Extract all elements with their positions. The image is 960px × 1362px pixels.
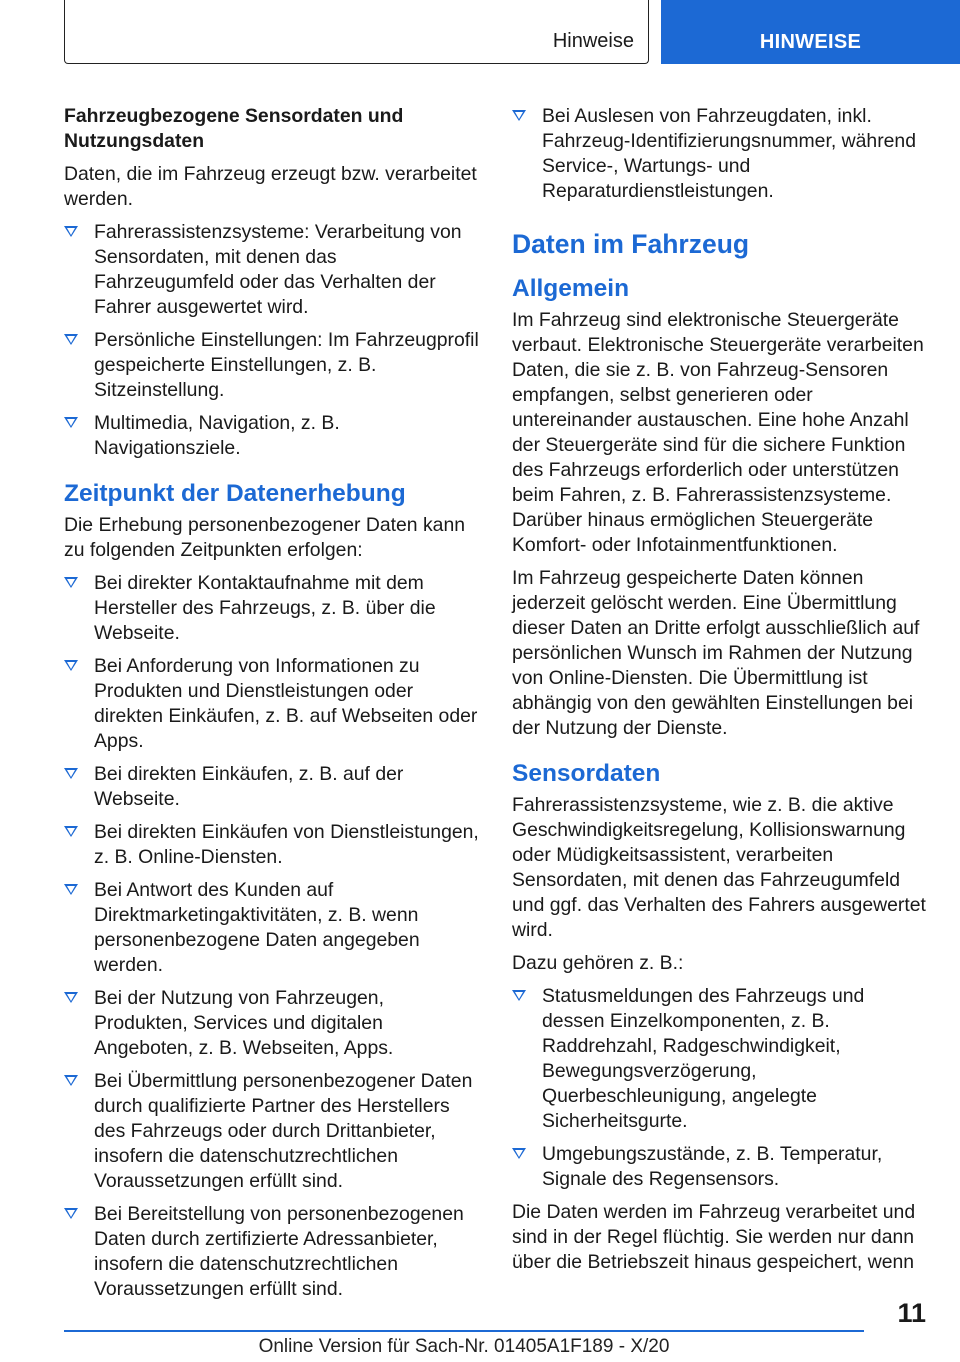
footer-divider (64, 1330, 864, 1332)
triangle-bullet-icon (512, 110, 526, 121)
triangle-bullet-icon (64, 1075, 78, 1086)
chapter-heading-data-in-vehicle: Daten im Fahrzeug (512, 229, 750, 259)
paragraph: Im Fahrzeug gespeicherte Daten können jederzeit gelöscht werden. Eine Übermittlung dieser Daten an Dritte erfolgt ausschließlich auf persönlichen Wunsch im Rahmen der Nutzung von Online-Diensten. Die Übermittlung ist abhängig von den gewählten Einstellungen bei der Nutzung der Dienste. (512, 567, 920, 739)
triangle-bullet-icon (64, 1208, 78, 1219)
triangle-bullet-icon (64, 660, 78, 671)
list-item: Bei Übermittlung personenbezogener Daten durch qualifizierte Partner des Herstellers des Fahrzeugs oder durch Drittanbieter, insofern die datenschutzrechtlichen Voraussetzungen erfüllt sind. (64, 1069, 479, 1194)
triangle-bullet-icon (64, 826, 78, 837)
triangle-bullet-icon (512, 990, 526, 1001)
paragraph: Die Erhebung personenbezogener Daten kann zu folgenden Zeitpunkten erfolgen: (64, 514, 466, 561)
bullet-list (512, 984, 927, 1192)
paragraph: Die Daten werden im Fahrzeug verarbeitet und sind in der Regel flüchtig. Sie werden nur dann über die Betriebszeit hinaus gespeichert, wenn (512, 1201, 916, 1273)
right-column (512, 104, 927, 1283)
left-column (64, 104, 479, 1310)
heading-data-collection-time: Zeitpunkt der Datenerhebung (64, 480, 406, 507)
list-item: Statusmeldungen des Fahrzeugs und dessen Einzelkomponenten, z. B. Raddrehzahl, Radgeschwindigkeit, Bewegungsverzögerung, Querbeschleunigung, angelegte Sicherheitsgurte. (512, 984, 927, 1134)
triangle-bullet-icon (64, 334, 78, 345)
section-title: Hinweise (552, 30, 634, 52)
triangle-bullet-icon (64, 417, 78, 428)
page-number: 11 (897, 1298, 926, 1328)
subheading-sensor-usage-data: Fahrzeugbezogene Sensordaten und Nutzungsdaten (64, 105, 404, 152)
triangle-bullet-icon (64, 768, 78, 779)
heading-sensor-data: Sensordaten (512, 760, 661, 787)
list-item: Bei direkten Einkäufen von Dienstleistungen, z. B. Online-Diensten. (64, 820, 479, 870)
triangle-bullet-icon (64, 577, 78, 588)
paragraph: Im Fahrzeug sind elektronische Steuergeräte verbaut. Elektronische Steuergeräte verarbeiten Daten, die sie z. B. von Fahrzeug-Sensoren empfangen, selbst generieren oder untereinander austauschen. Eine hohe Anzahl der Steuergeräte sind für die sichere Funktion des Fahrzeugs erforderlich oder unterstützen beim Fahren, z. B. Fahrerassistenzsysteme. Darüber hinaus ermöglichen Steuergeräte Komfort- oder Infotainmentfunktionen. (512, 309, 924, 556)
triangle-bullet-icon (64, 992, 78, 1003)
list-item: Bei direkten Einkäufen, z. B. auf der Webseite. (64, 762, 479, 812)
paragraph: Dazu gehören z. B.: (512, 952, 684, 974)
header-frame (64, 0, 649, 64)
list-item: Bei Antwort des Kunden auf Direktmarketingaktivitäten, z. B. wenn personenbezogene Daten angegeben werden. (64, 878, 479, 978)
list-item: Fahrerassistenzsysteme: Verarbeitung von Sensordaten, mit denen das Fahrzeugumfeld oder das Verhalten der Fahrer ausgewertet wird. (64, 220, 479, 320)
list-item: Bei Bereitstellung von personenbezogenen Daten durch zertifizierte Adressanbieter, insofern die datenschutzrechtlichen Voraussetzungen erfüllt sind. (64, 1202, 479, 1302)
list-item: Umgebungszustände, z. B. Temperatur, Signale des Regensensors. (512, 1142, 927, 1192)
list-item: Bei Auslesen von Fahrzeugdaten, inkl. Fahrzeug-Identifizierungsnummer, während Service-, Wartungs- und Reparaturdienstleistungen. (512, 104, 927, 204)
list-item: Bei Anforderung von Informationen zu Produkten und Dienstleistungen oder direkten Einkäufen, z. B. auf Webseiten oder Apps. (64, 654, 479, 754)
bullet-list-continued (512, 104, 927, 204)
list-item: Persönliche Einstellungen: Im Fahrzeugprofil gespeicherte Einstellungen, z. B. Sitzeinstellung. (64, 328, 479, 403)
triangle-bullet-icon (512, 1148, 526, 1159)
list-item: Bei der Nutzung von Fahrzeugen, Produkten, Services und digitalen Angeboten, z. B. Webseiten, Apps. (64, 986, 479, 1061)
bullet-list (64, 220, 479, 461)
bullet-list (64, 571, 479, 1302)
paragraph: Fahrerassistenzsysteme, wie z. B. die aktive Geschwindigkeitsregelung, Kollisionswarnung oder Müdigkeitsassistent, verarbeiten Sensordaten, mit denen das Fahrzeugumfeld und ggf. das Verhalten des Fahrers ausgewertet wird. (512, 794, 926, 941)
footer-online-version: Online Version für Sach-Nr. 01405A1F189 - X/20 (258, 1336, 670, 1357)
triangle-bullet-icon (64, 884, 78, 895)
paragraph: Daten, die im Fahrzeug erzeugt bzw. verarbeitet werden. (64, 163, 477, 210)
list-item: Bei direkter Kontaktaufnahme mit dem Hersteller des Fahrzeugs, z. B. über die Webseite. (64, 571, 479, 646)
chapter-tab[interactable]: HINWEISE (661, 0, 960, 64)
list-item: Multimedia, Navigation, z. B. Navigationsziele. (64, 411, 479, 461)
heading-general: Allgemein (512, 275, 630, 302)
triangle-bullet-icon (64, 226, 78, 237)
